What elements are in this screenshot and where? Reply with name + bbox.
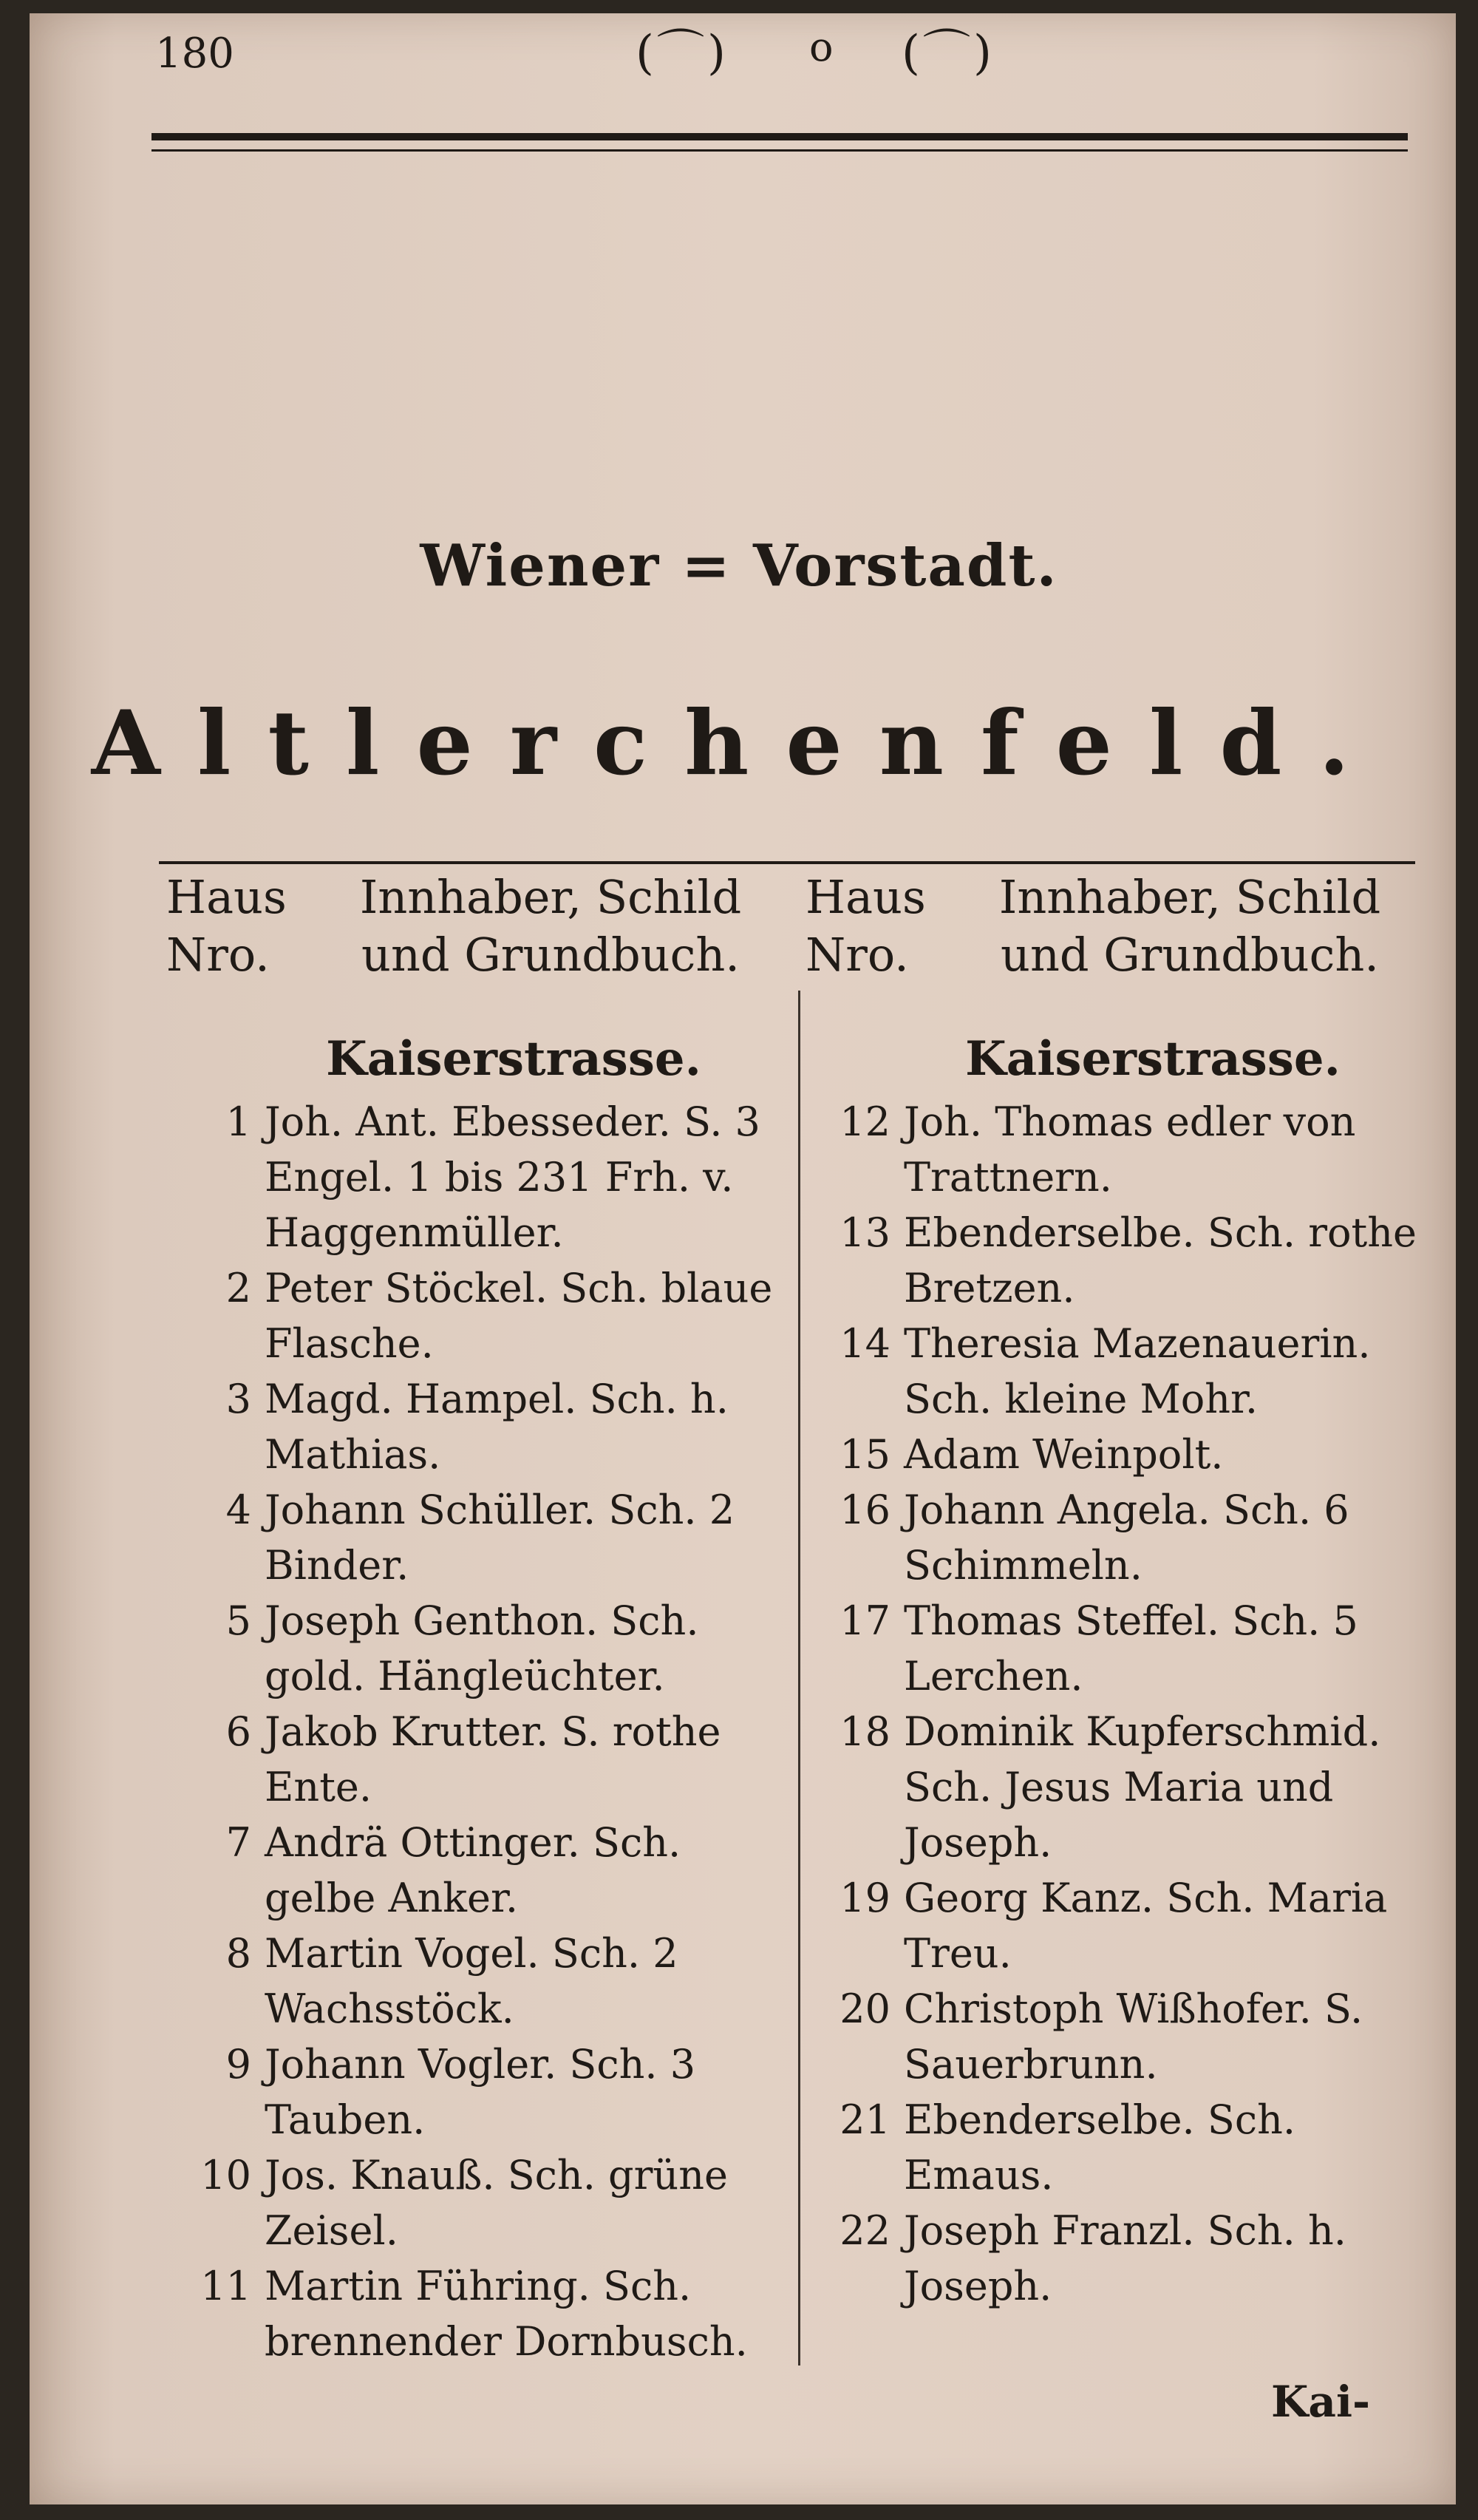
column-header-left <box>166 869 794 987</box>
list-item <box>813 1870 1426 1981</box>
entry-text: Johann Vogler. Sch. 3 Tauben. <box>265 2041 696 2143</box>
entry-text: Ebenderselbe. Sch. Emaus. <box>904 2096 1296 2198</box>
list-item <box>174 1260 787 1371</box>
house-number: 21 <box>840 2096 890 2143</box>
ornament-center-icon: o <box>809 24 837 70</box>
street-heading: Kaiserstrasse. <box>965 1031 1341 1087</box>
entry-text: Theresia Mazenauerin. Sch. kleine Mohr. <box>904 1320 1371 1422</box>
entry-text: Joh. Thomas edler von Trattnern. <box>904 1098 1356 1200</box>
list-item <box>813 1205 1426 1316</box>
entry-text: Peter Stöckel. Sch. blaue Flasche. <box>265 1265 773 1367</box>
entry-text: Joseph Genthon. Sch. gold. Hängleüchter. <box>265 1597 699 1699</box>
street-heading: Kaiserstrasse. <box>326 1031 701 1087</box>
number-label: Nro. <box>166 928 270 982</box>
entry-text: Dominik Kupferschmid. Sch. Jesus Maria und Joseph. <box>904 1708 1381 1866</box>
list-item <box>813 1482 1426 1593</box>
house-number: 20 <box>840 1986 890 2032</box>
register-label: und Grundbuch. <box>361 928 740 982</box>
list-item <box>813 1593 1426 1704</box>
left-column <box>174 1031 787 2369</box>
entry-text: Jos. Knauß. Sch. grüne Zeisel. <box>265 2152 728 2254</box>
page-number: 180 <box>155 30 234 78</box>
house-number: 2 <box>225 1265 251 1311</box>
entry-text: Martin Vogel. Sch. 2 Wachsstöck. <box>265 1930 678 2032</box>
list-item <box>813 2092 1426 2203</box>
holder-label: Innhaber, Schild <box>359 870 742 924</box>
list-item <box>813 1427 1426 1482</box>
house-label: Haus <box>806 870 926 924</box>
house-number: 16 <box>840 1487 890 1533</box>
column-divider <box>798 991 800 2366</box>
entry-text: Georg Kanz. Sch. Maria Treu. <box>904 1875 1388 1977</box>
list-item <box>174 1094 787 1260</box>
house-number: 3 <box>225 1376 251 1422</box>
house-number: 1 <box>225 1098 251 1145</box>
entry-text: Adam Weinpolt. <box>904 1431 1224 1478</box>
entry-text: Magd. Hampel. Sch. h. Mathias. <box>265 1376 729 1478</box>
house-number: 12 <box>840 1098 890 1145</box>
house-number: 14 <box>840 1320 890 1367</box>
list-item <box>174 1482 787 1593</box>
section-subtitle: Wiener = Vorstadt. <box>420 532 1058 600</box>
list-item <box>174 2258 787 2369</box>
list-item <box>813 1316 1426 1427</box>
top-rule <box>151 133 1408 140</box>
list-item <box>174 2037 787 2147</box>
list-item <box>174 1371 787 1482</box>
house-number: 9 <box>225 2041 251 2088</box>
house-number: 7 <box>225 1819 251 1866</box>
house-number: 6 <box>225 1708 251 1755</box>
ornament-right-icon: (⌒) <box>902 26 995 81</box>
right-column <box>813 1031 1426 2314</box>
house-number: 15 <box>840 1431 890 1478</box>
list-item <box>813 1704 1426 1870</box>
column-header-right <box>806 869 1434 987</box>
list-item <box>174 2147 787 2258</box>
entry-text: Joh. Ant. Ebesseder. S. 3 Engel. 1 bis 231 Frh. v. Haggenmüller. <box>265 1098 760 1256</box>
house-label: Haus <box>166 870 287 924</box>
house-number: 11 <box>200 2263 251 2309</box>
entry-text: Christoph Wißhofer. S. Sauerbrunn. <box>904 1986 1363 2088</box>
ornament-left-icon: (⌒) <box>636 26 729 81</box>
list-item <box>174 1926 787 2037</box>
house-number: 4 <box>225 1487 251 1533</box>
list-item <box>813 1981 1426 2092</box>
entry-text: Johann Schüller. Sch. 2 Binder. <box>265 1487 735 1589</box>
register-label: und Grundbuch. <box>1001 928 1379 982</box>
house-number: 19 <box>840 1875 890 1921</box>
entry-text: Martin Führing. Sch. brennender Dornbusch. <box>265 2263 748 2365</box>
column-header-rule <box>159 861 1415 864</box>
list-item <box>813 2203 1426 2314</box>
holder-label: Innhaber, Schild <box>998 870 1381 924</box>
house-number: 17 <box>840 1597 890 1644</box>
number-label: Nro. <box>806 928 909 982</box>
entry-text: Jakob Krutter. S. rothe Ente. <box>265 1708 721 1810</box>
entry-text: Thomas Steffel. Sch. 5 Lerchen. <box>904 1597 1358 1699</box>
section-title: Altlerchenfeld. <box>91 691 1387 795</box>
house-number: 22 <box>840 2207 890 2254</box>
list-item <box>174 1815 787 1926</box>
catchword: Kai- <box>1271 2377 1371 2427</box>
top-rule-thin <box>151 149 1408 152</box>
entry-text: Johann Angela. Sch. 6 Schimmeln. <box>904 1487 1349 1589</box>
house-number: 8 <box>225 1930 251 1977</box>
list-item <box>174 1704 787 1815</box>
house-number: 5 <box>225 1597 251 1644</box>
entry-text: Joseph Franzl. Sch. h. Joseph. <box>904 2207 1346 2309</box>
list-item <box>174 1593 787 1704</box>
list-item <box>813 1094 1426 1205</box>
entry-text: Andrä Ottinger. Sch. gelbe Anker. <box>265 1819 681 1921</box>
house-number: 13 <box>840 1209 890 1256</box>
entry-text: Ebenderselbe. Sch. rothe Bretzen. <box>904 1209 1417 1311</box>
house-number: 18 <box>840 1708 890 1755</box>
house-number: 10 <box>200 2152 251 2198</box>
